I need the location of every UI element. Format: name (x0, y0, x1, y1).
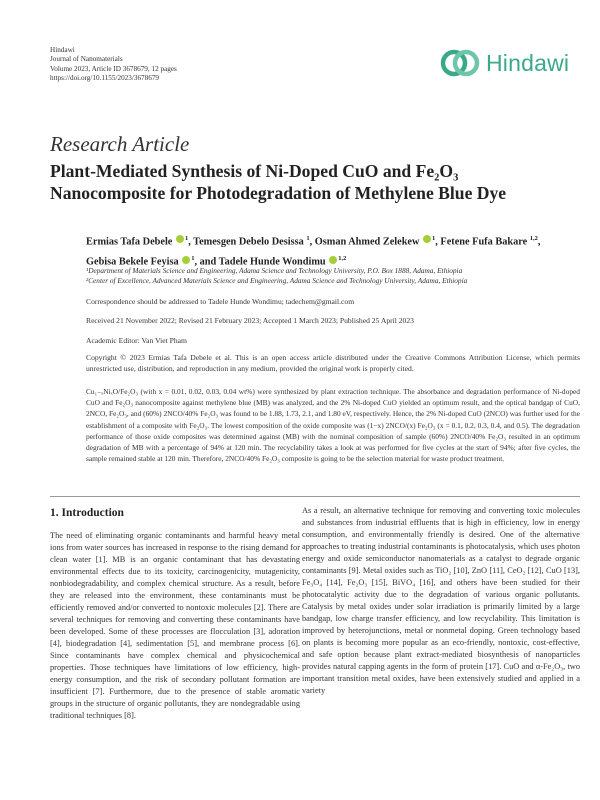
section-divider (50, 496, 580, 497)
author-affiliation-marker: 1 (306, 235, 310, 242)
journal-name: Journal of Nanomaterials (50, 55, 123, 64)
intro-paragraph-left: The need of eliminating organic contaminants and harmful heavy metal ions from water sources has increased in response to the rising demand for clean water [1]. MB is an organic contaminant that has devastating environmental effects due to its toxicity, carcinogenicity, mutagenicity, nonbiodegradability, and complex chemical structure. As a result, before they are released into the environment, these contaminants must be efficiently removed and/or converted to nontoxic molecules [2]. There are several techniques for removing and converting these contaminants have been developed. Some of these processes are flocculation [3], adoration [4], biodegradation [4], sedimentation [5], and membrane process [6]. Since contaminants have complex chemical and physicochemical properties. Those techniques have limitations of low efficiency, high-energy consumption, and the risk of secondary pollutant formation are insufficient [7]. Furthermore, due to the presence of stable aromatic groups in the structure of organic pollutants, they are nondegradable using traditional techniques [8]. (50, 531, 300, 720)
orcid-icon[interactable] (329, 256, 337, 264)
publication-dates: Received 21 November 2022; Revised 21 February 2023; Accepted 1 March 2023; Published 25 April 2023 (86, 316, 414, 325)
abstract: Cu₁₋ₓNiₓO/Fe₂O₃ (with x = 0.01, 0.02, 0.03, 0.04 wt%) were synthesized by plant extraction technique. The absorbance and degradation performance of Ni-doped CuO and Fe₂O₃ nanocomposite against methylene blue (MB) was analyzed, and the 2% Ni-doped CuO yielded an optimum result, and the optical bandgap of CuO, 2NCO, Fe₂O₃, and (60%) 2NCO/40% Fe₂O₃ was found to be 1.88, 1.73, 2.1, and 1.80 eV, respectively. Hence, the 2% Ni-doped CuO (2NCO) was further used for the establishment of a composite with Fe₂O₃. The lowest composition of the oxide composite was (1−x) 2NCO/(x) Fe₂O₃ (x = 0.1, 0.2, 0.3, 0.4, and 0.5). The degradation performance of those oxide composites was determined against (MB) with the nominal composition of sample (60%) 2NCO/40% Fe₂O₃ resulted in an optimum degradation of MB with a percentage of 94% at 120 min. The recyclability takes a look at was performed for five cycles at the start of 94%; after five cycles, the sample remained stable at 120 min. Therefore, 2NCO/40% Fe₂O₃ composite is going to be the selection material for waste product treatment. (86, 387, 580, 464)
author-affiliation-marker: 1 (191, 255, 195, 263)
intro-column-left (50, 530, 300, 722)
author-name: Tadele Hunde Wondimu (218, 256, 329, 268)
hindawi-logo-icon (440, 48, 480, 78)
orcid-icon[interactable] (176, 235, 184, 243)
introduction-heading: 1. Introduction (50, 507, 124, 519)
orcid-icon[interactable] (182, 256, 190, 264)
affiliations (86, 266, 576, 285)
copyright-notice: Copyright © 2023 Ermias Tafa Debele et al. This is an open access article distributed under the Creative Commons Attribution License, which permits unrestricted use, distribution, and reproduction in any medium, provided the original work is properly cited. (86, 353, 580, 373)
article-type: Research Article (50, 132, 190, 156)
author-affiliation-marker: 1,2 (338, 255, 347, 263)
volume-line: Volume 2023, Article ID 3678679, 12 pages (50, 64, 177, 73)
author-name: Gebisa Bekele Feyisa (86, 256, 182, 268)
author-affiliation-marker: 1 (184, 235, 189, 242)
author-affiliation-marker: 1 (432, 235, 436, 242)
publisher-logo (440, 48, 569, 78)
affiliation-2: ²Center of Excellence, Advanced Materials Science and Engineering, Adama Science and Technology University, Adama, Ethiopia (86, 275, 468, 285)
author-name: Osman Ahmed Zelekew (314, 236, 423, 248)
academic-editor: Academic Editor: Van Viet Pham (86, 336, 187, 345)
author-affiliation-marker: 1,2 (529, 235, 538, 242)
affiliation-1: ¹Department of Materials Science and Engineering, Adama Science and Technology University, P.O. Box 1888, Adama, Ethiopia (86, 266, 463, 275)
article-title: Plant-Mediated Synthesis of Ni-Doped CuO and Fe₂O₃ Nanocomposite for Photodegradation of Methylene Blue Dye (50, 161, 507, 203)
author-name: Temesgen Debelo Desissa (193, 236, 307, 248)
author-name: Fetene Fufa Bakare (440, 236, 530, 248)
logo-text: Hindawi (486, 49, 570, 76)
journal-meta (50, 46, 177, 84)
intro-paragraph-right: As a result, an alternative technique for removing and converting toxic molecules and substances from industrial effluents that is high in efficiency, low in energy consumption, and environmentally friendly is desired. One of the alternative approaches to treating industrial contaminants is photocatalysis, which uses photon energy and oxide semiconductor nanomaterials as a catalyst to degrade organic contaminants [9]. Metal oxides such as TiO₂ [10], ZnO [11], CeO₂ [12], CuO [13], Fe₃O₄ [14], Fe₂O₃ [15], BiVO₄ [16], and others have been studied for their photocatalytic activity due to the degradation of various organic pollutants. Catalysis by metal oxides under solar irradiation is primarily limited by a large bandgap, low charge transfer efficiency, and low recyclability. This limitation is improved by heterojunctions, metal or nonmetal doping. Green technology based on plants is becoming more popular as an eco-friendly, nontoxic, cost-effective, and safe option because plant extract-mediated biosynthesis of nanoparticles provides natural capping agents in the form of protein [17]. CuO and α-Fe₂O₃, two important transition metal oxides, have been extensively studied and applied in a variety (302, 506, 580, 695)
author-name: Ermias Tafa Debele (86, 236, 175, 248)
correspondence: Correspondence should be addressed to Tadele Hunde Wondimu; tadechem@gmail.com (86, 297, 355, 306)
orcid-icon[interactable] (423, 235, 431, 243)
doi-link[interactable]: https://doi.org/10.1155/2023/3678679 (50, 74, 160, 83)
author-list: Ermias Tafa Debele $^1$, Temesgen Debelo Desissa $^1$, Osman Ahmed Zelekew $^1$, Fetene Fufa Bakare $^{1,2}$, Gebisa Bekele Feyisa $^1$, and Tadele Hunde Wondimu $^{1,2}$ (86, 235, 541, 268)
intro-column-right (302, 505, 580, 697)
publisher-name: Hindawi (50, 46, 75, 54)
